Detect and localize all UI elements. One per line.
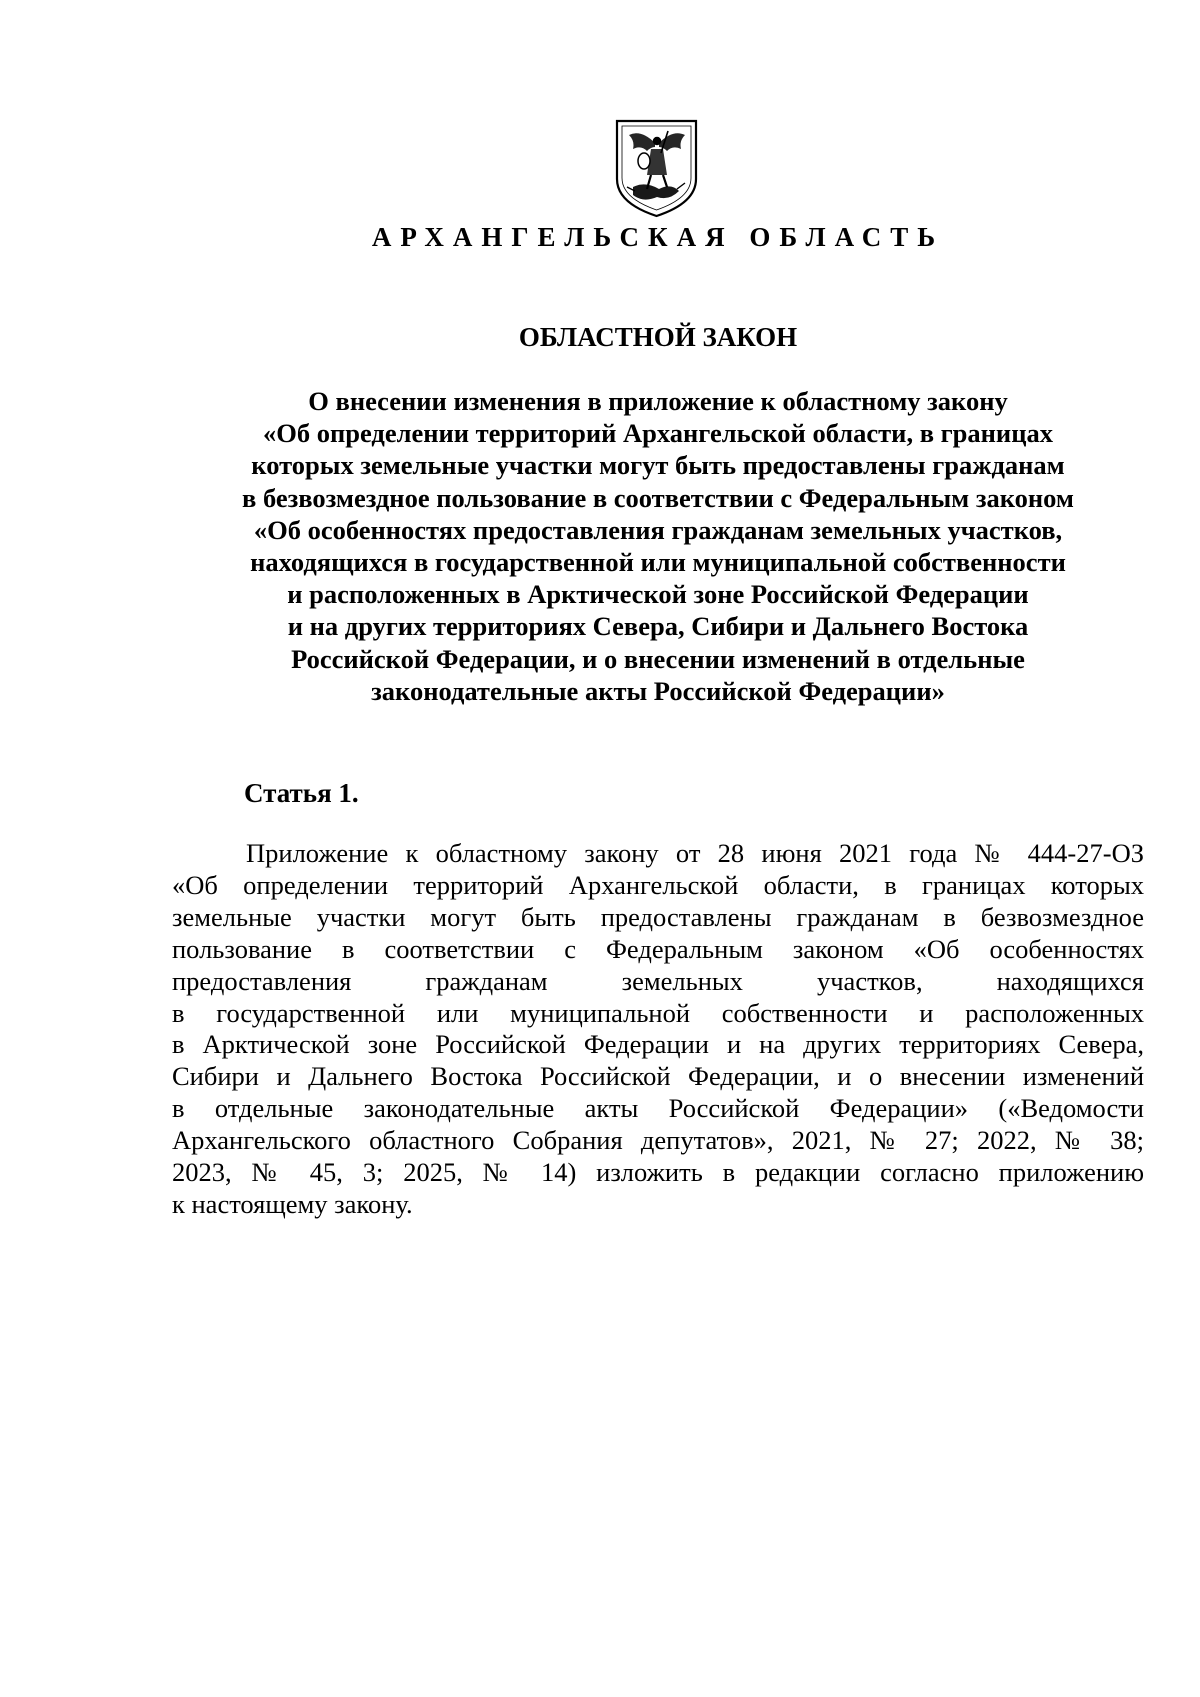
- article-paragraph: [172, 838, 1144, 1221]
- coat-of-arms-icon: [613, 117, 700, 219]
- paragraph-line: в государственной или муниципальной собственности и расположенных: [172, 997, 1144, 1028]
- paragraph-line: Сибири и Дальнего Востока Российской Федерации, и о внесении изменений: [172, 1061, 1144, 1092]
- paragraph-line: Приложение к областному закону от 28 июня 2021 года № 444-27-ОЗ: [246, 838, 1144, 868]
- title-line: и расположенных в Арктической зоне Российской Федерации: [287, 579, 1029, 610]
- title-line: Российской Федерации, и о внесении изменений в отдельные: [291, 643, 1025, 674]
- law-title: [180, 385, 1136, 707]
- title-line: находящихся в государственной или муниципальной собственности: [250, 547, 1066, 578]
- region-heading: АРХАНГЕЛЬСКАЯ ОБЛАСТЬ: [371, 222, 945, 252]
- title-line: «Об особенностях предоставления гражданам земельных участков,: [253, 514, 1063, 545]
- paragraph-line: предоставления гражданам земельных участков, находящихся: [172, 965, 1144, 996]
- paragraph-line: к настоящему закону.: [172, 1188, 413, 1219]
- title-line: в безвозмездное пользование в соответствии с Федеральным законом: [242, 482, 1074, 513]
- paragraph-line: в Арктической зоне Российской Федерации и на других территориях Севера,: [172, 1029, 1144, 1060]
- paragraph-line: в отдельные законодательные акты Российской Федерации» («Ведомости: [172, 1093, 1144, 1124]
- paragraph-line: 2023, № 45, 3; 2025, № 14) изложить в редакции согласно приложению: [172, 1157, 1144, 1188]
- title-line: которых земельные участки могут быть предоставлены гражданам: [251, 450, 1065, 481]
- paragraph-line: земельные участки могут быть предоставлены гражданам в безвозмездное: [172, 901, 1144, 932]
- title-line: О внесении изменения в приложение к областному закону: [308, 386, 1008, 416]
- title-line: и на других территориях Севера, Сибири и Дальнего Востока: [287, 611, 1029, 642]
- title-line: законодательные акты Российской Федерации»: [371, 675, 945, 706]
- law-type-heading: ОБЛАСТНОЙ ЗАКОН: [518, 322, 798, 352]
- paragraph-line: «Об определении территорий Архангельской области, в границах которых: [172, 869, 1144, 900]
- article-heading: Статья 1.: [244, 778, 359, 808]
- paragraph-line: Архангельского областного Собрания депутатов», 2021, № 27; 2022, № 38;: [172, 1125, 1144, 1156]
- paragraph-line: пользование в соответствии с Федеральным законом «Об особенностях: [172, 933, 1144, 964]
- title-line: «Об определении территорий Архангельской области, в границах: [263, 418, 1053, 449]
